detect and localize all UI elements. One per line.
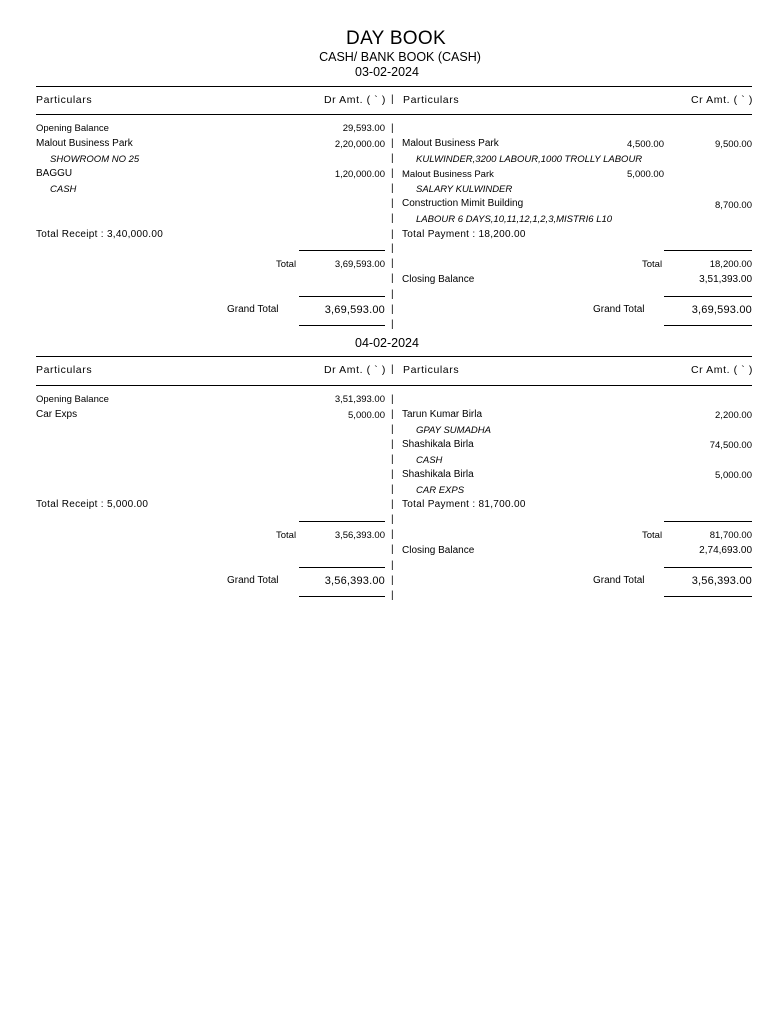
payment-narration: SALARY KULWINDER [416,184,513,195]
opening-balance-label: Opening Balance [36,123,109,134]
column-separator: | [391,319,394,330]
cr-particulars-header: Particulars [403,94,460,106]
payment-narration: GPAY SUMADHA [416,425,491,436]
cr-particulars-header: Particulars [403,364,460,376]
column-separator: | [391,213,394,224]
cr-total-label: Total [642,530,663,541]
report-subtitle: CASH/ BANK BOOK (CASH) [319,50,481,64]
opening-balance-amount: 29,593.00 [342,123,385,134]
column-separator: | [391,484,394,495]
cr-total-amount: 81,700.00 [709,530,752,541]
dr-grand-total-label: Grand Total [227,304,279,315]
payment-narration: KULWINDER,3200 LABOUR,1000 TROLLY LABOUR [416,154,643,165]
column-separator: | [391,289,394,300]
column-separator: | [391,544,394,555]
column-separator: | [391,183,394,194]
column-separator: | [391,168,394,179]
dr-total-amount: 3,69,593.00 [334,259,385,270]
payment-amount: 9,500.00 [715,139,752,150]
cr-grand-total-label: Grand Total [593,575,645,586]
column-separator: | [391,514,394,525]
column-separator: | [391,529,394,540]
column-separator: | [391,469,394,480]
column-separator: | [391,153,394,164]
grand-total-rule [664,325,752,326]
closing-balance-amount: 2,74,693.00 [699,545,752,556]
column-separator: | [391,198,394,209]
payment-amount: 2,200.00 [715,410,752,421]
total-receipt: Total Receipt : 3,40,000.00 [36,229,164,240]
payment-inner-amount: 4,500.00 [627,139,664,150]
payment-amount: 8,700.00 [715,200,752,211]
column-separator: | [391,454,394,465]
dr-grand-total-amount: 3,69,593.00 [324,304,385,316]
cr-grand-total-amount: 3,69,593.00 [691,304,752,316]
total-payment: Total Payment : 18,200.00 [402,229,526,240]
receipt-amount: 5,000.00 [348,410,385,421]
divider [36,86,752,87]
column-separator: | [391,364,394,375]
column-separator: | [391,304,394,315]
receipt-ledger-name: Car Exps [36,409,78,420]
total-rule [664,296,752,297]
total-receipt: Total Receipt : 5,000.00 [36,499,149,510]
dr-particulars-header: Particulars [36,94,93,106]
dr-grand-total-amount: 3,56,393.00 [324,575,385,587]
column-separator: | [391,409,394,420]
column-separator: | [391,560,394,571]
column-separator: | [391,123,394,134]
day-date: 04-02-2024 [355,336,419,350]
payment-ledger-name: Malout Business Park [402,169,494,180]
column-separator: | [391,258,394,269]
divider [36,385,752,386]
report-title: DAY BOOK [346,28,446,49]
payment-amount: 74,500.00 [709,440,752,451]
opening-balance-label: Opening Balance [36,394,109,405]
total-payment: Total Payment : 81,700.00 [402,499,526,510]
cr-amount-header: Cr Amt. ( ` ) [690,364,753,376]
payment-ledger-name: Tarun Kumar Birla [402,409,483,420]
opening-balance-amount: 3,51,393.00 [334,394,385,405]
total-rule [664,250,752,251]
cr-total-label: Total [642,259,663,270]
column-separator: | [391,394,394,405]
closing-balance-label: Closing Balance [402,545,475,556]
dr-total-amount: 3,56,393.00 [334,530,385,541]
receipt-amount: 1,20,000.00 [334,169,385,180]
grand-total-rule [664,596,752,597]
receipt-amount: 2,20,000.00 [334,139,385,150]
column-separator: | [391,138,394,149]
receipt-narration: SHOWROOM NO 25 [50,154,140,165]
divider [36,114,752,115]
closing-balance-amount: 3,51,393.00 [699,274,752,285]
cr-grand-total-label: Grand Total [593,304,645,315]
cr-amount-header: Cr Amt. ( ` ) [690,94,753,106]
dr-amount-header: Dr Amt. ( ` ) [323,94,386,106]
receipt-ledger-name: Malout Business Park [36,138,133,149]
column-separator: | [391,575,394,586]
column-separator: | [391,590,394,601]
dr-particulars-header: Particulars [36,364,93,376]
receipt-narration: CASH [50,184,77,195]
column-separator: | [391,94,394,105]
payment-ledger-name: Shashikala Birla [402,439,474,450]
total-rule [299,250,385,251]
divider [36,356,752,357]
total-rule [664,521,752,522]
dr-total-label: Total [276,530,297,541]
closing-balance-label: Closing Balance [402,274,475,285]
payment-amount: 5,000.00 [715,470,752,481]
dr-grand-total-label: Grand Total [227,575,279,586]
day-date: 03-02-2024 [355,65,419,79]
column-separator: | [391,424,394,435]
dr-total-label: Total [276,259,297,270]
receipt-ledger-name: BAGGU [36,168,73,179]
payment-ledger-name: Shashikala Birla [402,469,474,480]
payment-ledger-name: Malout Business Park [402,138,499,149]
total-rule [664,567,752,568]
column-separator: | [391,273,394,284]
payment-narration: CAR EXPS [416,485,465,496]
column-separator: | [391,499,394,510]
column-separator: | [391,243,394,254]
payment-inner-amount: 5,000.00 [627,169,664,180]
column-separator: | [391,439,394,450]
dr-amount-header: Dr Amt. ( ` ) [323,364,386,376]
cr-grand-total-amount: 3,56,393.00 [691,575,752,587]
payment-narration: LABOUR 6 DAYS,10,11,12,1,2,3,MISTRI6 L10 [416,214,613,225]
total-rule [299,567,385,568]
total-rule [299,521,385,522]
grand-total-rule [299,325,385,326]
payment-narration: CASH [416,455,443,466]
total-rule [299,296,385,297]
payment-ledger-name: Construction Mimit Building [402,198,524,209]
grand-total-rule [299,596,385,597]
cr-total-amount: 18,200.00 [709,259,752,270]
column-separator: | [391,229,394,240]
